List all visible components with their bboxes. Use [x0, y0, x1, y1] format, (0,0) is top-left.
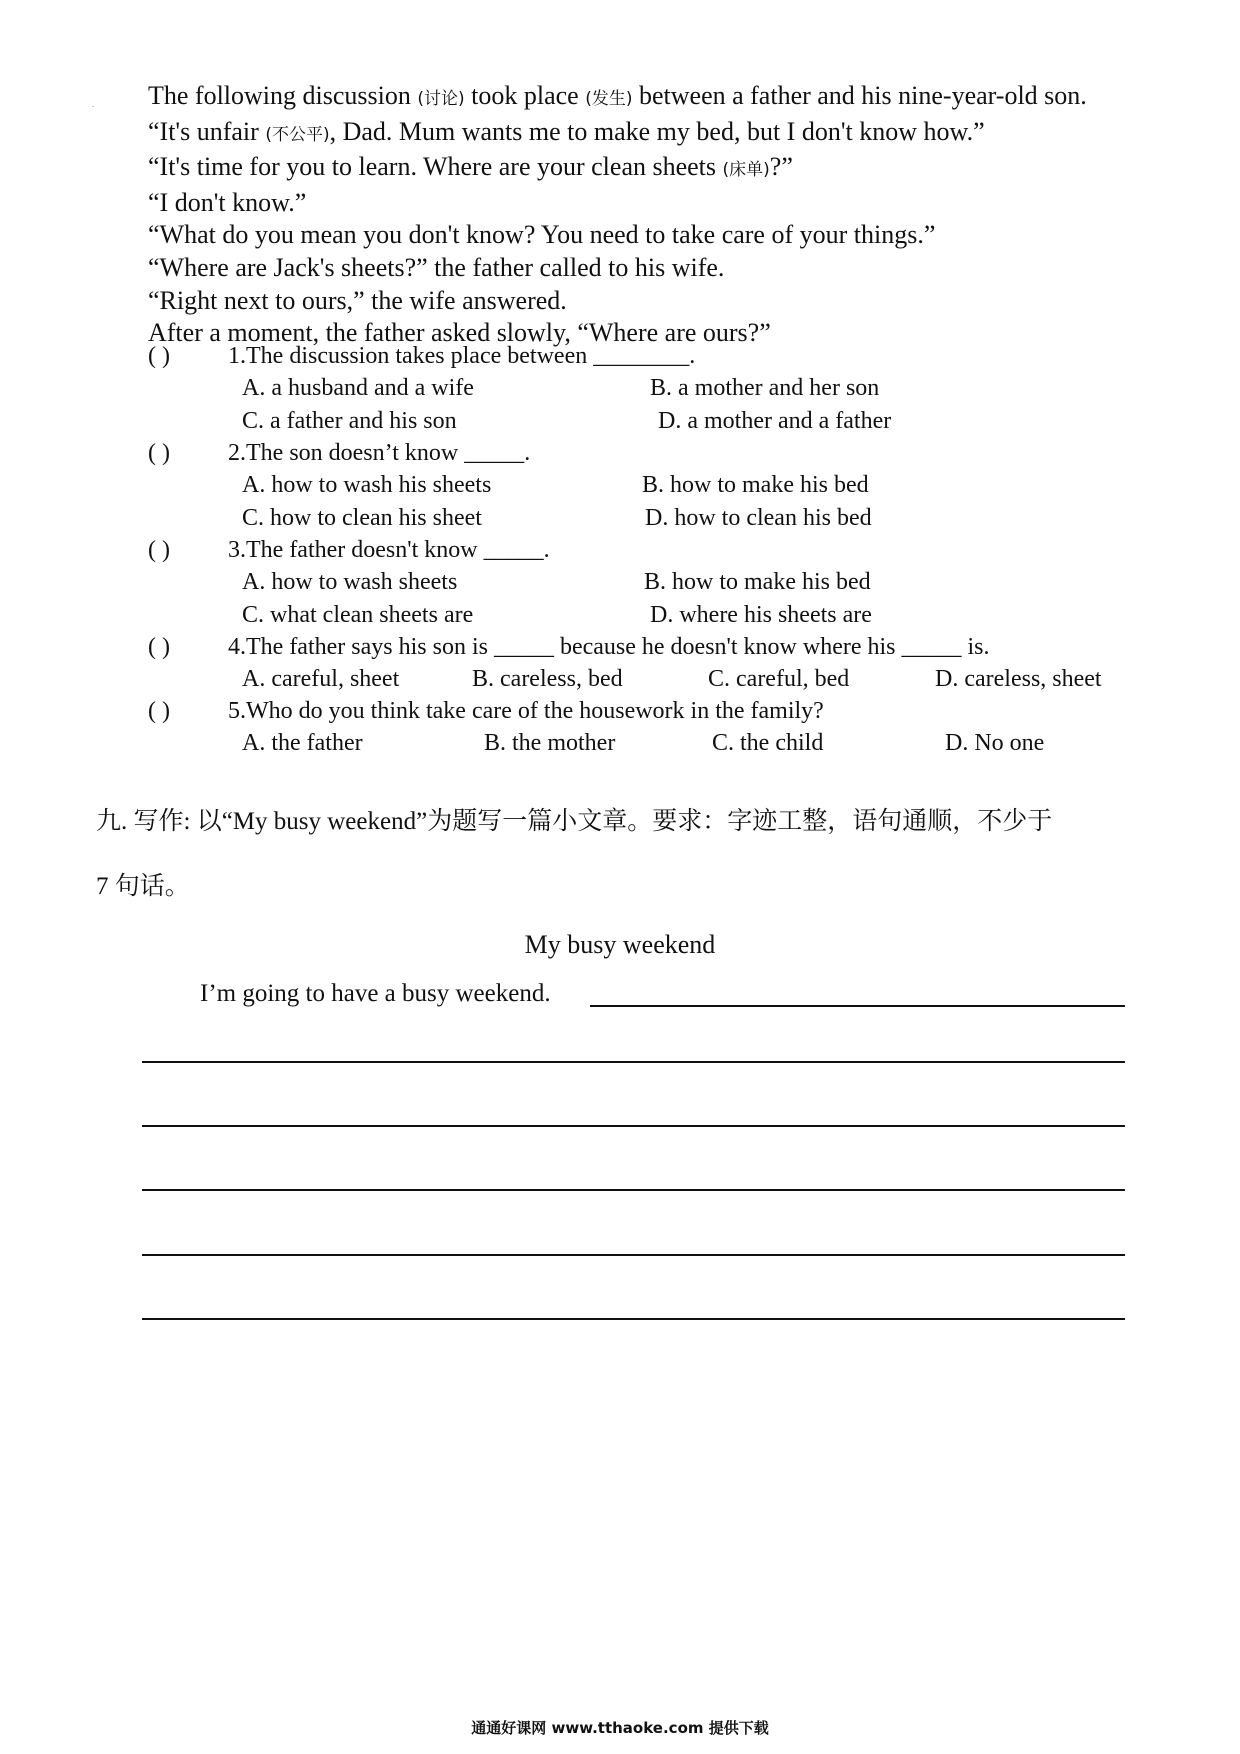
option-b: B. a mother and her son: [650, 375, 880, 401]
option-c: C. careful, bed: [708, 666, 850, 692]
question-text: 4.The father says his son is _____ because he doesn't know where his _____ is.: [228, 634, 990, 660]
passage-line: “It's unfair (不公平), Dad. Mum wants me to make my bed, but I don't know how.”: [148, 116, 985, 146]
footer-credit: 通通好课网 www.tthaoke.com 提供下载: [471, 1719, 769, 1737]
option-d: D. where his sheets are: [650, 602, 872, 628]
passage-line: After a moment, the father asked slowly, “Where are ours?”: [148, 318, 771, 348]
essay-title: My busy weekend: [524, 930, 716, 959]
option-d: D. how to clean his bed: [645, 505, 872, 531]
writing-line[interactable]: [142, 1189, 1125, 1191]
option-a: A. how to wash his sheets: [242, 472, 492, 498]
option-c: C. the child: [712, 730, 824, 756]
passage-line: “I don't know.”: [148, 187, 307, 217]
option-b: B. careless, bed: [472, 666, 623, 692]
writing-line[interactable]: [142, 1061, 1125, 1063]
answer-blank[interactable]: ( ): [148, 440, 170, 466]
option-a: A. how to wash sheets: [242, 569, 458, 595]
option-a: A. careful, sheet: [242, 666, 400, 692]
option-d: D. No one: [945, 730, 1045, 756]
question-text: 3.The father doesn't know _____.: [228, 537, 550, 563]
passage-line: The following discussion (讨论) took place (发生) between a father and his nine-year-old son.: [148, 81, 1087, 110]
writing-instruction: 九. 写作: 以“My busy weekend”为题写一篇小文章。要求：字迹工整，语句通顺，不少于: [96, 808, 1053, 835]
writing-line[interactable]: [142, 1318, 1125, 1320]
writing-instruction-cont: 7 句话。: [96, 873, 190, 900]
option-b: B. the mother: [484, 730, 616, 756]
passage-line: “Right next to ours,” the wife answered.: [148, 285, 567, 315]
question-text: 1.The discussion takes place between ________.: [228, 343, 696, 369]
answer-blank[interactable]: ( ): [148, 537, 170, 563]
option-b: B. how to make his bed: [642, 472, 869, 498]
writing-line[interactable]: [142, 1254, 1125, 1256]
answer-blank[interactable]: ( ): [148, 698, 170, 724]
option-a: A. the father: [242, 730, 363, 756]
scan-dot: .: [92, 100, 94, 109]
writing-line[interactable]: [142, 1125, 1125, 1127]
option-d: D. a mother and a father: [658, 408, 892, 434]
question-text: 2.The son doesn’t know _____.: [228, 440, 531, 466]
answer-blank[interactable]: ( ): [148, 343, 170, 369]
option-d: D. careless, sheet: [935, 666, 1102, 692]
reading-passage: [148, 80, 1087, 350]
option-c: C. what clean sheets are: [242, 602, 474, 628]
answer-blank[interactable]: ( ): [148, 634, 170, 660]
question-text: 5.Who do you think take care of the housework in the family?: [228, 698, 824, 724]
passage-line: “What do you mean you don't know? You need to take care of your things.”: [148, 220, 936, 250]
essay-lead-sentence: I’m going to have a busy weekend.: [200, 980, 551, 1007]
passage-line: “It's time for you to learn. Where are your clean sheets (床单)?”: [148, 152, 793, 182]
writing-line[interactable]: [590, 1005, 1125, 1007]
passage-line: “Where are Jack's sheets?” the father called to his wife.: [148, 252, 725, 282]
option-c: C. a father and his son: [242, 408, 457, 434]
option-c: C. how to clean his sheet: [242, 505, 482, 531]
option-a: A. a husband and a wife: [242, 375, 474, 401]
option-b: B. how to make his bed: [644, 569, 871, 595]
